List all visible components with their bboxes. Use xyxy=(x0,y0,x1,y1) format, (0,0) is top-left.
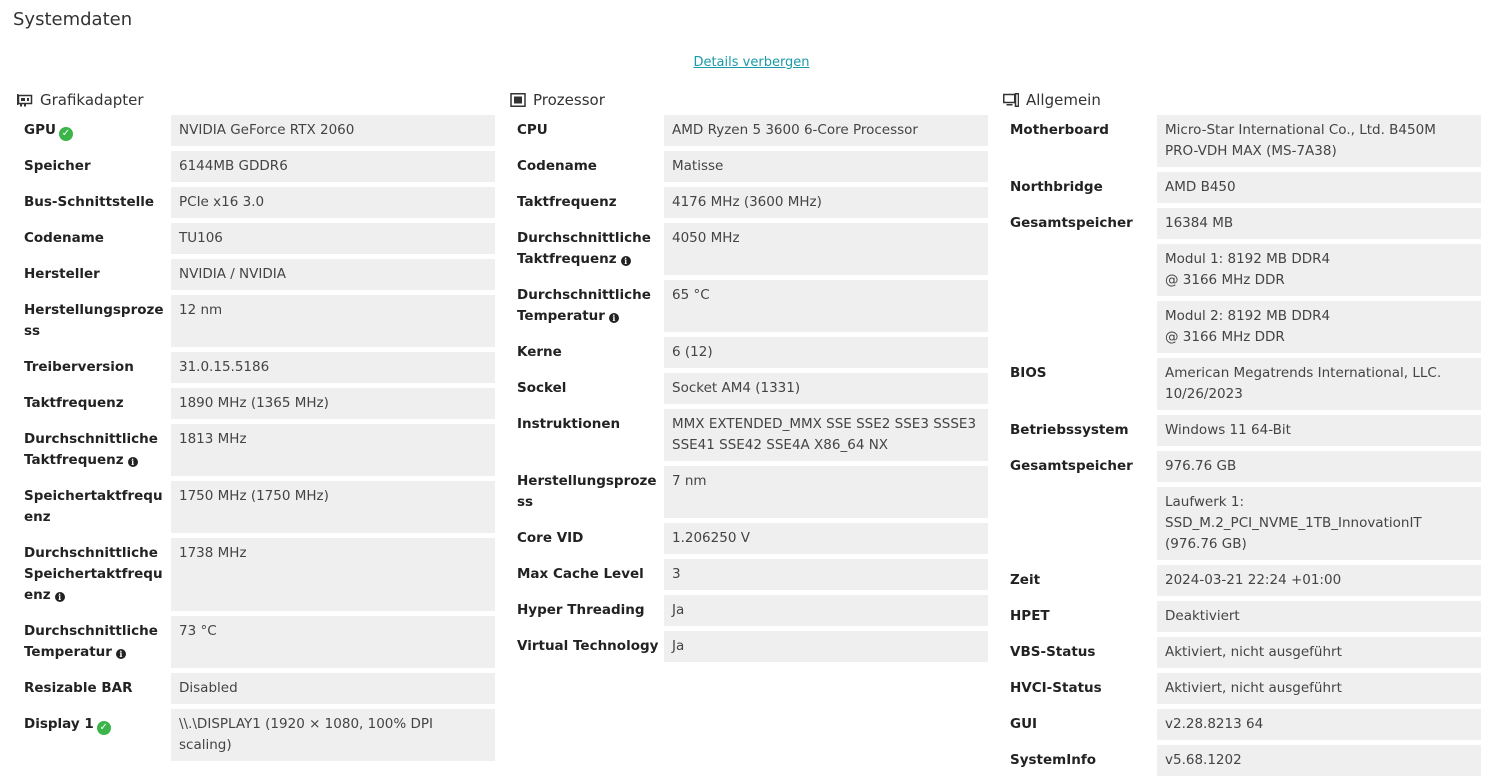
gpu-row xyxy=(17,151,495,182)
general-row-label: Zeit xyxy=(1010,572,1041,588)
cpu-row-value: Ja xyxy=(664,595,988,626)
gpu-row-label: Bus-Schnittstelle xyxy=(24,194,155,210)
general-row-label-cell xyxy=(1003,208,1157,239)
cpu-row-label-cell xyxy=(510,523,664,554)
cpu-row-label-cell xyxy=(510,280,664,332)
gpu-row-label-cell xyxy=(17,709,171,761)
info-icon[interactable]: i xyxy=(621,256,631,266)
gpu-row-label-cell xyxy=(17,616,171,668)
info-icon[interactable]: i xyxy=(55,592,65,602)
cpu-row-label: Herstellungsproze ss xyxy=(517,473,657,510)
general-row xyxy=(1003,415,1481,446)
general-row xyxy=(1003,745,1481,776)
general-row-value: 16384 MB xyxy=(1157,208,1481,239)
general-row-value: Laufwerk 1: SSD_M.2_PCI_NVME_1TB_InnovationIT (976.76 GB) xyxy=(1157,487,1481,560)
cpu-row-label-cell xyxy=(510,151,664,182)
gpu-row-label-cell xyxy=(17,187,171,218)
general-row-label: SystemInfo xyxy=(1010,752,1097,768)
gpu-row xyxy=(17,187,495,218)
general-row-label-cell xyxy=(1003,601,1157,632)
general-row-label-cell xyxy=(1003,637,1157,668)
general-section-title: Allgemein xyxy=(1026,91,1101,109)
general-row-label: Gesamtspeicher xyxy=(1010,458,1133,474)
gpu-row xyxy=(17,295,495,347)
general-row xyxy=(1003,601,1481,632)
gpu-row-label-cell xyxy=(17,352,171,383)
general-row-value: Aktiviert, nicht ausgeführt xyxy=(1157,637,1481,668)
info-icon[interactable]: i xyxy=(128,457,138,467)
gpu-row xyxy=(17,223,495,254)
cpu-table xyxy=(510,110,988,667)
cpu-row-value: 6 (12) xyxy=(664,337,988,368)
general-row-label-cell xyxy=(1003,301,1157,353)
info-icon[interactable]: i xyxy=(609,313,619,323)
cpu-row-label-cell xyxy=(510,115,664,146)
gpu-row-value: 1890 MHz (1365 MHz) xyxy=(171,388,495,419)
cpu-row xyxy=(510,595,988,626)
gpu-row xyxy=(17,259,495,290)
general-row-label-cell xyxy=(1003,172,1157,203)
gpu-row-value: 1738 MHz xyxy=(171,538,495,611)
cpu-row-label: Hyper Threading xyxy=(517,602,645,618)
cpu-row-label: Sockel xyxy=(517,380,567,396)
gpu-row-value: 1813 MHz xyxy=(171,424,495,476)
general-row-label: BIOS xyxy=(1010,365,1047,381)
general-row-value: Deaktiviert xyxy=(1157,601,1481,632)
cpu-row-value: 3 xyxy=(664,559,988,590)
cpu-row xyxy=(510,466,988,518)
general-row-label-cell xyxy=(1003,415,1157,446)
cpu-row-label-cell xyxy=(510,466,664,518)
gpu-row-label-cell xyxy=(17,295,171,347)
general-row-value: 2024-03-21 22:24 +01:00 xyxy=(1157,565,1481,596)
general-row xyxy=(1003,358,1481,410)
info-icon[interactable]: i xyxy=(116,649,126,659)
cpu-row xyxy=(510,373,988,404)
gpu-row xyxy=(17,352,495,383)
gpu-row-label: Herstellungsproze ss xyxy=(24,302,164,339)
gpu-section xyxy=(17,90,495,766)
gpu-row-label: Codename xyxy=(24,230,104,246)
page-title: Systemdaten xyxy=(13,9,133,30)
toggle-details-container xyxy=(0,55,1503,70)
general-row-value: Windows 11 64-Bit xyxy=(1157,415,1481,446)
general-row xyxy=(1003,451,1481,482)
general-table xyxy=(1003,110,1481,781)
gpu-row-label: Durchschnittliche Temperatur xyxy=(24,623,158,660)
cpu-row-label-cell xyxy=(510,373,664,404)
general-row xyxy=(1003,172,1481,203)
general-row-label: Gesamtspeicher xyxy=(1010,215,1133,231)
general-row xyxy=(1003,565,1481,596)
general-row-label: Motherboard xyxy=(1010,122,1109,138)
gpu-table xyxy=(17,110,495,766)
cpu-row-label-cell xyxy=(510,187,664,218)
cpu-section xyxy=(510,90,988,667)
cpu-row-label: Max Cache Level xyxy=(517,566,644,582)
general-row xyxy=(1003,115,1481,167)
general-row-label-cell xyxy=(1003,115,1157,167)
cpu-row-value: Ja xyxy=(664,631,988,662)
gpu-row-value: NVIDIA GeForce RTX 2060 xyxy=(171,115,495,146)
cpu-row-label-cell xyxy=(510,409,664,461)
general-row-label: Northbridge xyxy=(1010,179,1103,195)
gpu-row-label-cell xyxy=(17,424,171,476)
cpu-row xyxy=(510,559,988,590)
gpu-row-label: Durchschnittliche Taktfrequenz xyxy=(24,431,158,468)
cpu-row-label-cell xyxy=(510,595,664,626)
general-row-value: 976.76 GB xyxy=(1157,451,1481,482)
general-row-label-cell xyxy=(1003,487,1157,560)
general-row-label-cell xyxy=(1003,244,1157,296)
cpu-row-label-cell xyxy=(510,559,664,590)
gpu-row-label: Display 1 xyxy=(24,716,94,732)
general-section xyxy=(1003,90,1481,781)
gpu-row-value: 31.0.15.5186 xyxy=(171,352,495,383)
general-row-value: Modul 2: 8192 MB DDR4 @ 3166 MHz DDR xyxy=(1157,301,1481,353)
gpu-row-label: Treiberversion xyxy=(24,359,134,375)
graphics-card-icon xyxy=(17,93,33,107)
gpu-row xyxy=(17,481,495,533)
cpu-row-label: Durchschnittliche Temperatur xyxy=(517,287,651,324)
gpu-row xyxy=(17,424,495,476)
general-row-value: American Megatrends International, LLC. 10/26/2023 xyxy=(1157,358,1481,410)
gpu-row-value: TU106 xyxy=(171,223,495,254)
status-ok-icon: ✓ xyxy=(59,127,73,141)
cpu-row-label: Codename xyxy=(517,158,597,174)
gpu-row-label: Speichertaktfrequ enz xyxy=(24,488,163,525)
cpu-row-label: Taktfrequenz xyxy=(517,194,617,210)
gpu-row xyxy=(17,709,495,761)
gpu-row-label-cell xyxy=(17,151,171,182)
cpu-row xyxy=(510,337,988,368)
cpu-row-label: Durchschnittliche Taktfrequenz xyxy=(517,230,651,267)
gpu-row-label-cell xyxy=(17,223,171,254)
gpu-row-label-cell xyxy=(17,481,171,533)
general-row-label-cell xyxy=(1003,745,1157,776)
general-row-label-cell xyxy=(1003,673,1157,704)
cpu-row-label: CPU xyxy=(517,122,548,138)
cpu-row-value: 7 nm xyxy=(664,466,988,518)
gpu-row-value: 73 °C xyxy=(171,616,495,668)
cpu-section-title: Prozessor xyxy=(533,91,605,109)
gpu-row-value: NVIDIA / NVIDIA xyxy=(171,259,495,290)
gpu-row-label-cell xyxy=(17,115,171,146)
gpu-row-label-cell xyxy=(17,259,171,290)
general-row-value: Aktiviert, nicht ausgeführt xyxy=(1157,673,1481,704)
gpu-row xyxy=(17,538,495,611)
cpu-row xyxy=(510,280,988,332)
cpu-row-value: 4176 MHz (3600 MHz) xyxy=(664,187,988,218)
cpu-row-value: 1.206250 V xyxy=(664,523,988,554)
general-row-value: AMD B450 xyxy=(1157,172,1481,203)
general-row-label: GUI xyxy=(1010,716,1038,732)
cpu-row-label: Virtual Technology xyxy=(517,638,659,654)
general-row xyxy=(1003,208,1481,239)
general-row xyxy=(1003,487,1481,560)
general-row-value: Micro-Star International Co., Ltd. B450M PRO-VDH MAX (MS-7A38) xyxy=(1157,115,1481,167)
general-row-label: VBS-Status xyxy=(1010,644,1096,660)
cpu-row xyxy=(510,187,988,218)
gpu-row xyxy=(17,616,495,668)
computer-icon xyxy=(1003,93,1019,107)
cpu-row xyxy=(510,223,988,275)
status-ok-icon: ✓ xyxy=(97,721,111,735)
gpu-section-title: Grafikadapter xyxy=(40,91,144,109)
cpu-section-header xyxy=(510,90,988,110)
general-row-value: Modul 1: 8192 MB DDR4 @ 3166 MHz DDR xyxy=(1157,244,1481,296)
cpu-row xyxy=(510,115,988,146)
general-row-label-cell xyxy=(1003,565,1157,596)
gpu-row-value: 6144MB GDDR6 xyxy=(171,151,495,182)
general-row xyxy=(1003,301,1481,353)
cpu-row-value: MMX EXTENDED_MMX SSE SSE2 SSE3 SSSE3 SSE41 SSE42 SSE4A X86_64 NX xyxy=(664,409,988,461)
cpu-row-value: Matisse xyxy=(664,151,988,182)
cpu-row xyxy=(510,631,988,662)
cpu-row-label: Kerne xyxy=(517,344,562,360)
cpu-row-value: 4050 MHz xyxy=(664,223,988,275)
general-row-label-cell xyxy=(1003,451,1157,482)
cpu-row xyxy=(510,151,988,182)
gpu-row xyxy=(17,673,495,704)
gpu-row-label-cell xyxy=(17,673,171,704)
gpu-section-header xyxy=(17,90,495,110)
gpu-row-label: Resizable BAR xyxy=(24,680,133,696)
general-row-value: v5.68.1202 xyxy=(1157,745,1481,776)
cpu-row-label: Core VID xyxy=(517,530,584,546)
general-row-label-cell xyxy=(1003,709,1157,740)
general-row xyxy=(1003,709,1481,740)
hide-details-link[interactable]: Details verbergen xyxy=(693,55,810,70)
gpu-row-value: PCIe x16 3.0 xyxy=(171,187,495,218)
cpu-row-value: 65 °C xyxy=(664,280,988,332)
gpu-row xyxy=(17,115,495,146)
cpu-row-label-cell xyxy=(510,337,664,368)
gpu-row-value: 1750 MHz (1750 MHz) xyxy=(171,481,495,533)
cpu-row-label-cell xyxy=(510,223,664,275)
cpu-row-value: Socket AM4 (1331) xyxy=(664,373,988,404)
general-row xyxy=(1003,673,1481,704)
general-row-label: HVCI-Status xyxy=(1010,680,1102,696)
gpu-row-label: Speicher xyxy=(24,158,91,174)
gpu-row-label: Hersteller xyxy=(24,266,100,282)
gpu-row-value: Disabled xyxy=(171,673,495,704)
cpu-row xyxy=(510,409,988,461)
general-section-header xyxy=(1003,90,1481,110)
gpu-row-label-cell xyxy=(17,538,171,611)
gpu-row-label: GPU xyxy=(24,122,56,138)
general-row-label: HPET xyxy=(1010,608,1050,624)
gpu-row-value: 12 nm xyxy=(171,295,495,347)
processor-icon xyxy=(510,93,526,107)
gpu-row-label-cell xyxy=(17,388,171,419)
general-row xyxy=(1003,637,1481,668)
general-row xyxy=(1003,244,1481,296)
cpu-row xyxy=(510,523,988,554)
gpu-row-label: Durchschnittliche Speichertaktfrequ enz xyxy=(24,545,163,603)
cpu-row-label-cell xyxy=(510,631,664,662)
general-row-value: v2.28.8213 64 xyxy=(1157,709,1481,740)
gpu-row-value: \\.\DISPLAY1 (1920 × 1080, 100% DPI scaling) xyxy=(171,709,495,761)
general-row-label-cell xyxy=(1003,358,1157,410)
cpu-row-value: AMD Ryzen 5 3600 6-Core Processor xyxy=(664,115,988,146)
cpu-row-label: Instruktionen xyxy=(517,416,621,432)
gpu-row xyxy=(17,388,495,419)
gpu-row-label: Taktfrequenz xyxy=(24,395,124,411)
general-row-label: Betriebssystem xyxy=(1010,422,1129,438)
